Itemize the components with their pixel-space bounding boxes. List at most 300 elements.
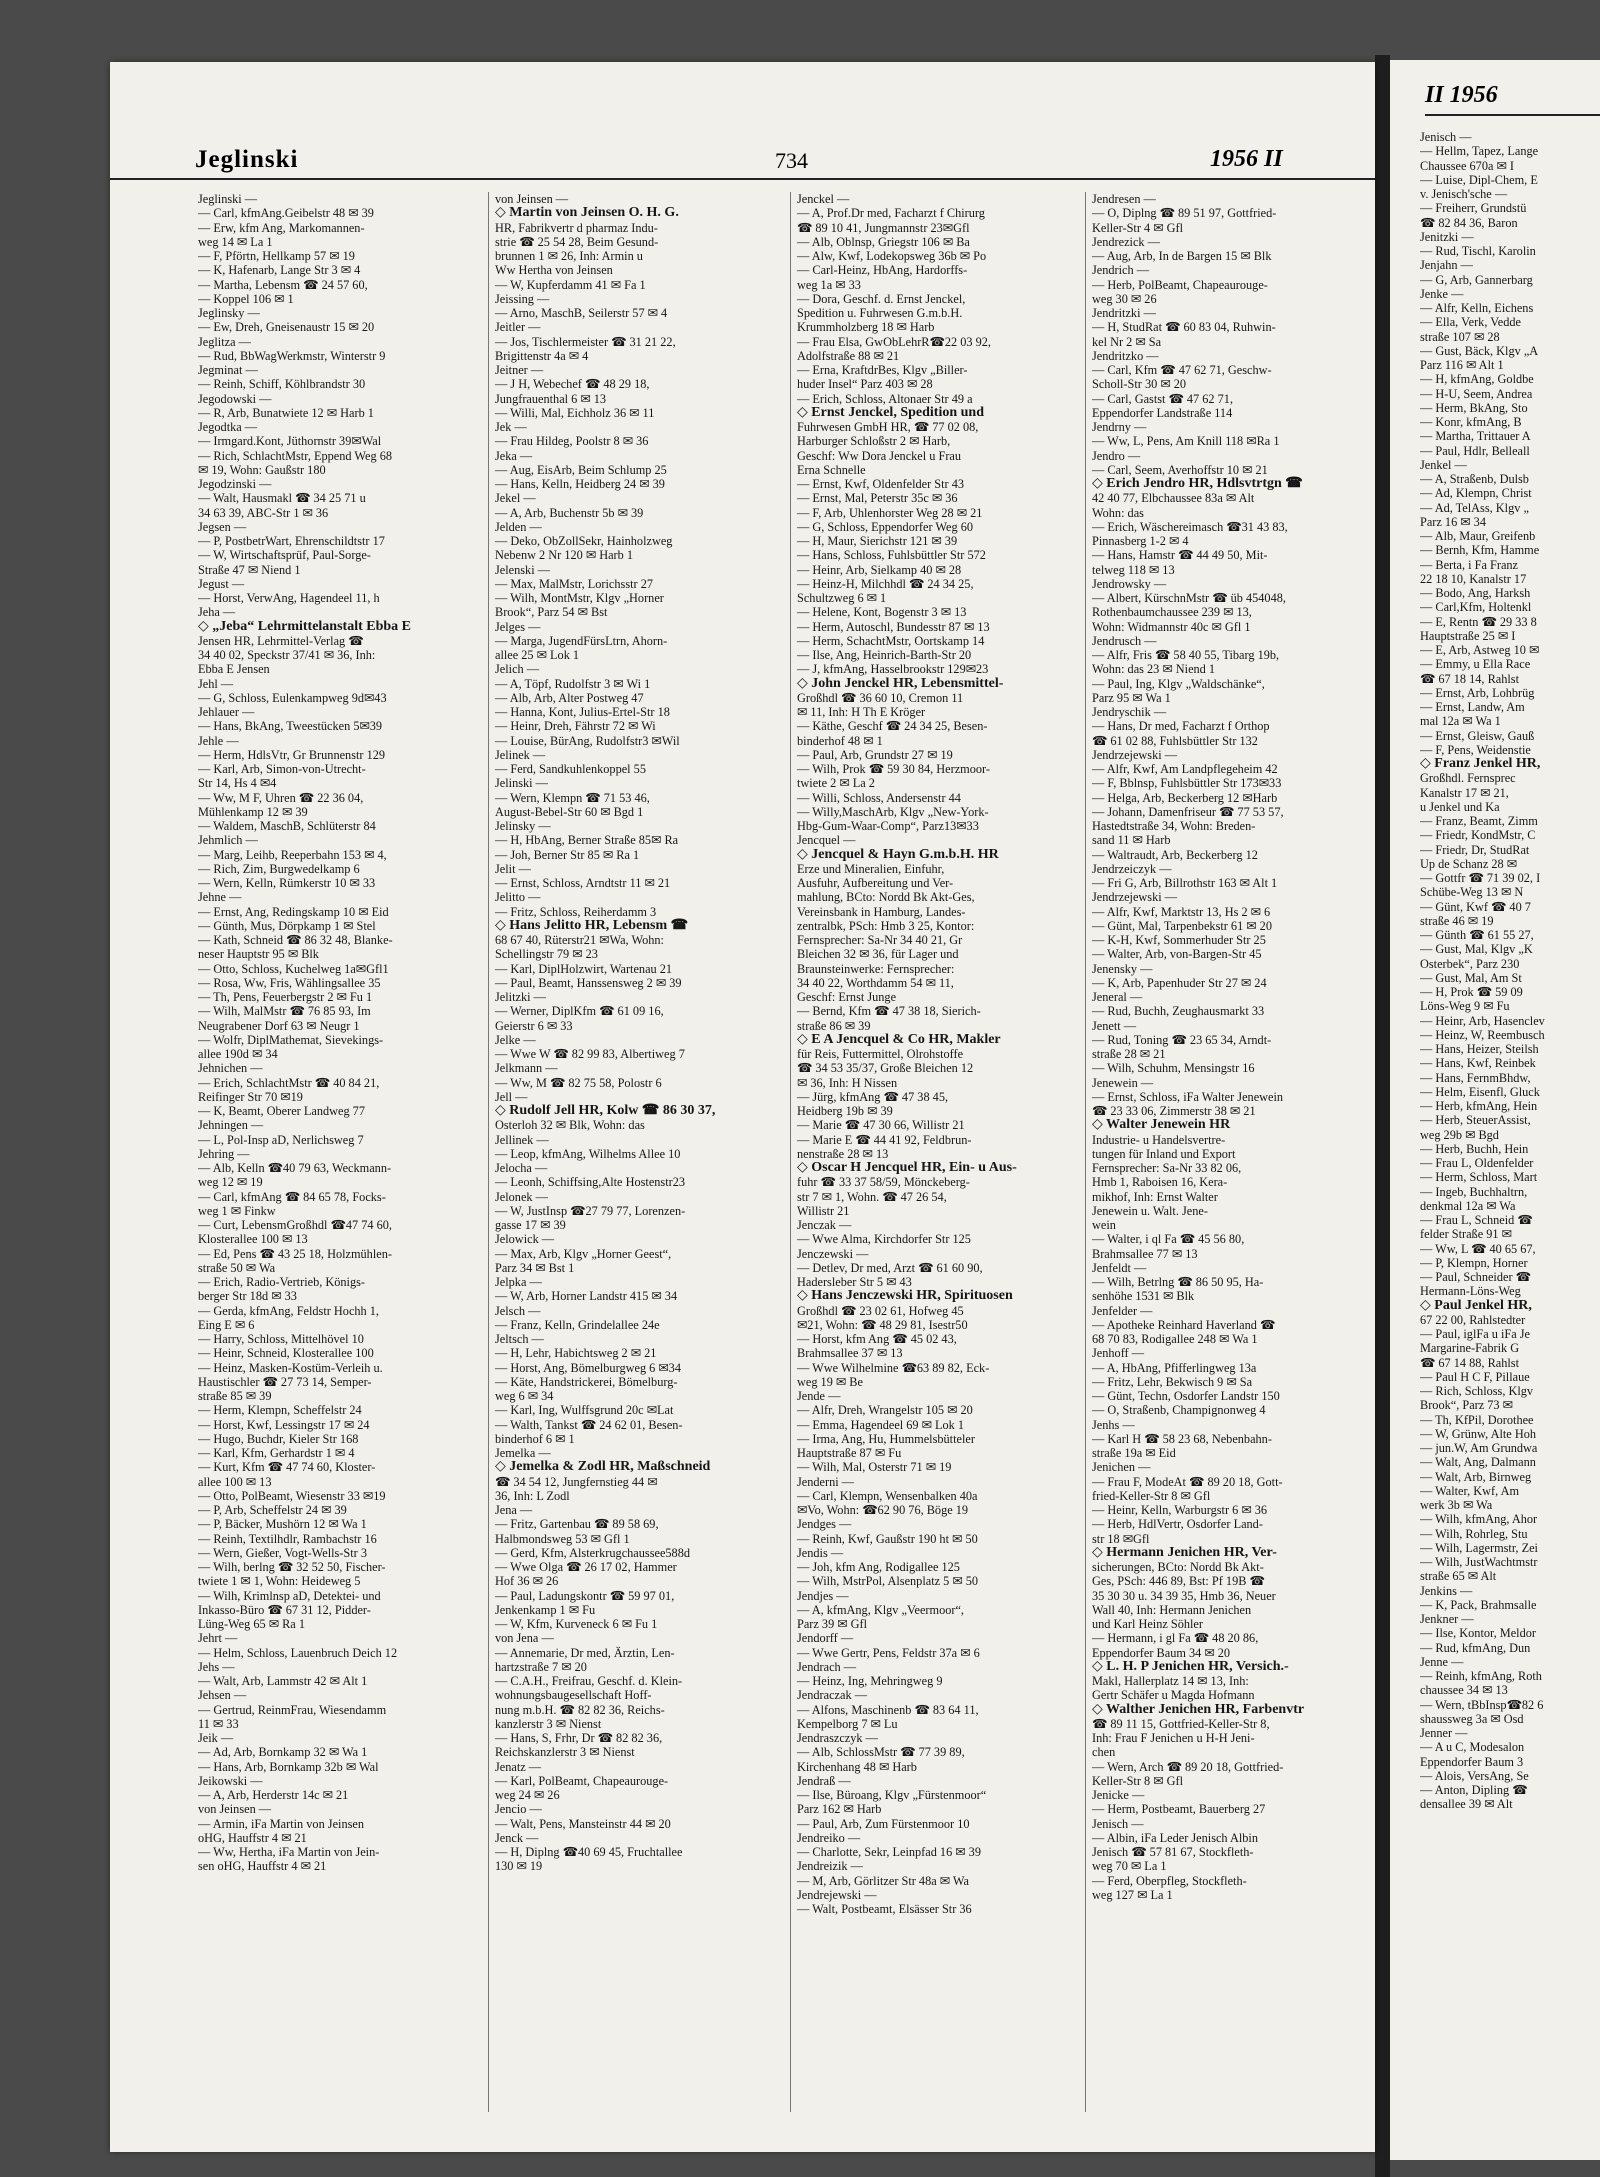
directory-entry-line: — Herm, Postbeamt, Bauerberg 27 [1092, 1802, 1266, 1817]
directory-entry-line: — Wilh, MontMstr, Klgv „Horner [495, 591, 664, 605]
directory-entry-line: — Irmgard.Kont, Jüthornstr 39✉Wal [198, 434, 382, 449]
directory-entry-line: — Marg, Leihb, Reeperbahn 153 ✉ 4, [198, 847, 387, 862]
directory-entry-line: shaussweg 3a ✉ Osd [1420, 1711, 1524, 1726]
directory-entry-line: — W, JustInsp ☎27 79 77, Lorenzen- [495, 1203, 686, 1218]
directory-entry-line: binderhof 48 ✉ 1 [797, 733, 883, 748]
directory-entry-line: Parz 162 ✉ Harb [797, 1802, 882, 1817]
directory-entry-line: — Horst, kfm Ang ☎ 45 02 43, [797, 1332, 957, 1346]
directory-entry-line: — Ad, TelAss, Klgv „ [1420, 500, 1529, 515]
directory-entry-line: Scholl-Str 30 ✉ 20 [1092, 377, 1186, 392]
directory-entry-line: — Frau Elsa, GwObLehrR☎22 03 92, [797, 334, 991, 349]
directory-entry-line: Jendrusch — [1092, 633, 1157, 648]
directory-entry-line: — Wwe Olga ☎ 26 17 02, Hammer [495, 1560, 677, 1574]
directory-entry-line: Makl, Hallerplatz 14 ✉ 13, Inh: [1092, 1674, 1249, 1688]
directory-entry-line: — Johann, Damenfriseur ☎ 77 53 57, [1092, 804, 1284, 819]
directory-entry-line: Jendraczak — [797, 1688, 867, 1703]
directory-entry-line: — G, Schloss, Eulenkampweg 9d✉43 [198, 690, 387, 705]
directory-entry-line: — Horst, Kwf, Lessingstr 17 ✉ 24 [198, 1417, 370, 1432]
directory-entry-line: Jendrny — [1092, 420, 1147, 434]
adjacent-page-header: II 1956 [1425, 82, 1600, 116]
directory-entry-line: Jenhs — [1092, 1417, 1135, 1432]
directory-entry-line: Jendrich — [1092, 263, 1150, 278]
directory-entry-line: — Harry, Schloss, Mittelhövel 10 [198, 1332, 364, 1346]
directory-entry-line: — A, Straßenb, Dulsb [1420, 472, 1529, 486]
directory-entry-line: str 18 ✉Gfl [1092, 1531, 1150, 1546]
directory-entry-line: Jungfrauenthal 6 ✉ 13 [495, 391, 607, 406]
directory-entry-line: Jendraszczyk — [797, 1731, 878, 1745]
directory-entry-line: — Wilh, MstrPol, Alsenplatz 5 ✉ 50 [797, 1574, 979, 1589]
directory-entry-line: — Günth, Mus, Dörpkamp 1 ✉ Stel [198, 918, 376, 933]
directory-entry-line: Jencquel — [797, 833, 856, 848]
directory-entry-line: weg 1 ✉ Finkw [198, 1203, 276, 1218]
directory-entry-line: Keller-Str 4 ✉ Gfl [1092, 220, 1183, 235]
directory-entry-line: Hermann-Löns-Weg [1420, 1284, 1521, 1299]
directory-entry-line: — Gerd, Kfm, Alsterkrugchaussee588d [495, 1545, 690, 1560]
directory-entry-line: ☎ 67 18 14, Rahlst [1420, 671, 1520, 686]
directory-entry-line: u Jenkel und Ka [1420, 799, 1500, 814]
directory-entry-line: — E, Rentn ☎ 29 33 8 [1420, 614, 1537, 629]
directory-entry-line: Jeitler — [495, 320, 541, 335]
directory-entry-line: brunnen 1 ✉ 26, Inh: Armin u [495, 249, 643, 263]
directory-entry-line: — Hans, Heizer, Steilsh [1420, 1042, 1539, 1056]
directory-entry-line: — Wwe Alma, Kirchdorfer Str 125 [797, 1232, 971, 1247]
directory-entry-line: — Herb, PolBeamt, Chapeaurouge- [1092, 277, 1268, 292]
directory-entry-line: ☎ 61 02 88, Fuhlsbüttler Str 132 [1092, 733, 1258, 748]
directory-entry-line: — Hugo, Buchdr, Kieler Str 168 [198, 1431, 359, 1446]
directory-entry-line: ◇ Ernst Jenckel, Spedition und [797, 404, 984, 420]
directory-entry-line: Jenkenkamp 1 ✉ Fu [495, 1602, 596, 1617]
directory-entry-line: — Max, MalMstr, Lorichsstr 27 [495, 576, 653, 591]
directory-entry-line: Großhdl. Fernsprec [1420, 771, 1516, 786]
directory-entry-line: Löns-Weg 9 ✉ Fu [1420, 999, 1510, 1014]
directory-entry-line: Jenkel — [1420, 457, 1467, 472]
directory-entry-line: Jenatz — [495, 1759, 542, 1774]
directory-entry-line: — Willi, Mal, Eichholz 36 ✉ 11 [495, 405, 655, 420]
directory-entry-line: ◇ Hermann Jenichen HR, Ver- [1092, 1544, 1277, 1560]
directory-entry-line: Jehsen — [198, 1688, 247, 1703]
directory-entry-line: — Walth, Tankst ☎ 24 62 01, Besen- [495, 1417, 683, 1432]
directory-entry-line: Schellingstr 79 ✉ 23 [495, 947, 598, 962]
directory-entry-line: ☎ 82 84 36, Baron [1420, 215, 1518, 230]
directory-entry-line: — Bodo, Ang, Harksh [1420, 586, 1531, 600]
directory-entry-line: 34 40 22, Worthdamm 54 ✉ 11, [797, 975, 954, 990]
directory-entry-line: Jenisch — [1420, 130, 1472, 144]
directory-entry-line: — L, Pol-Insp aD, Nerlichsweg 7 [198, 1132, 364, 1147]
directory-entry-line: — Hans, Arb, Bornkamp 32b ✉ Wal [198, 1759, 379, 1774]
directory-entry-line: — Paul, Ing, Klgv „Waldschänke“, [1092, 676, 1265, 691]
directory-entry-line: Reifinger Str 70 ✉19 [198, 1089, 303, 1104]
directory-entry-line: Jehmlich — [198, 833, 258, 848]
directory-entry-line: — Ww, L ☎ 40 65 67, [1420, 1241, 1536, 1256]
directory-entry-line: — Franz, Beamt, Zimm [1420, 814, 1538, 828]
directory-entry-line: str 7 ✉ 1, Wohn. ☎ 47 26 54, [797, 1189, 947, 1204]
directory-entry-line: Parz 39 ✉ Gfl [797, 1617, 868, 1631]
directory-entry-line: Jendreiko — [797, 1830, 861, 1845]
directory-entry-line: — Wilh, Krimlnsp aD, Detektei- und [198, 1588, 381, 1603]
directory-entry-line: — Rich, Schloss, Klgv [1420, 1384, 1534, 1398]
directory-entry-line: Hauptstraße 25 ✉ I [1420, 628, 1516, 643]
directory-entry-line: — Paul, Schneider ☎ [1420, 1270, 1531, 1284]
directory-entry-line: Jelinsky — [495, 819, 551, 833]
directory-entry-line: — Günt, Mal, Tarpenbekstr 61 ✉ 20 [1092, 918, 1272, 933]
directory-entry-line: twiete 2 ✉ La 2 [797, 776, 875, 791]
directory-entry-line: — Curt, LebensmGroßhdl ☎47 74 60, [198, 1218, 392, 1232]
directory-entry-line: Geschf: Ww Dora Jenckel u Frau [797, 448, 962, 463]
directory-entry-line: Halbmondsweg 53 ✉ Gfl 1 [495, 1531, 630, 1546]
directory-entry-line: — Ernst, Mal, Peterstr 35c ✉ 36 [797, 491, 958, 506]
directory-entry-line: Jelke — [495, 1032, 536, 1047]
directory-entry-line: 36, Inh: L Zodl [495, 1488, 570, 1503]
directory-entry-line: straße 86 ✉ 39 [797, 1018, 871, 1033]
directory-entry-line: — Gust, Mal, Am St [1420, 970, 1522, 985]
directory-entry-line: allee 190d ✉ 34 [198, 1047, 278, 1061]
directory-entry-line: — Jos, Tischlermeister ☎ 31 21 22, [495, 334, 676, 349]
directory-entry-line: — Frau L, Oldenfelder [1420, 1156, 1534, 1170]
directory-entry-line: — Charlotte, Sekr, Leinpfad 16 ✉ 39 [797, 1845, 981, 1859]
directory-entry-line: Jeissing — [495, 291, 550, 306]
directory-entry-line: ◇ Hans Jelitto HR, Lebensm ☎ [495, 917, 689, 933]
directory-entry-line: — K, Pack, Brahmsalle [1420, 1597, 1537, 1612]
directory-entry-line: ◇ „Jeba“ Lehrmittelanstalt Ebba E [198, 618, 411, 634]
directory-entry-line: — Alfr, Dreh, Wrangelstr 105 ✉ 20 [797, 1403, 973, 1418]
directory-entry-line: — Alfr, Fris ☎ 58 40 55, Tibarg 19b, [1092, 648, 1280, 662]
directory-entry-line: — Helga, Arb, Beckerberg 12 ✉Harb [1092, 790, 1278, 805]
directory-entry-line: — Annemarie, Dr med, Ärztin, Len- [495, 1645, 675, 1660]
page-header [110, 144, 1375, 180]
directory-entry-line: Jelinek — [495, 747, 546, 762]
directory-entry-line: Jehring — [198, 1146, 250, 1161]
directory-entry-line: — Hans, Dr med, Facharzt f Orthop [1092, 719, 1270, 734]
directory-entry-line: Pinnasberg 1-2 ✉ 4 [1092, 534, 1189, 548]
directory-entry-line: — Ilse, Kontor, Meldor [1420, 1626, 1536, 1641]
directory-entry-line: Wohn: das 23 ✉ Niend 1 [1092, 662, 1216, 677]
directory-entry-line: Jehne — [198, 890, 242, 905]
directory-entry-line: — Hans, S, Frhr, Dr ☎ 82 82 36, [495, 1731, 663, 1745]
directory-entry-line: Erna Schnelle [797, 462, 866, 477]
directory-entry-line: Jenner — [1420, 1726, 1468, 1740]
directory-entry-line: Jendorff — [797, 1631, 854, 1646]
directory-entry-line: — Wilh, Lagermstr, Zei [1420, 1540, 1538, 1555]
directory-entry-line: nenstraße 28 ✉ 13 [797, 1146, 889, 1161]
directory-entry-line: — Frau L, Schneid ☎ [1420, 1213, 1533, 1227]
directory-entry-line: Ausfuhr, Aufbereitung und Ver- [797, 876, 954, 890]
directory-entry-line: — Ilse, Ang, Heinrich-Barth-Str 20 [797, 648, 972, 662]
directory-entry-line: — Paul, Arb, Zum Fürstenmoor 10 [797, 1816, 970, 1831]
directory-entry-line: Jeglinski — [198, 192, 258, 206]
directory-entry-line: Fuhrwesen GmbH HR, ☎ 77 02 08, [797, 420, 979, 434]
directory-entry-line: Vereinsbank in Hamburg, Landes- [797, 904, 966, 919]
directory-entry-line: — Detlev, Dr med, Arzt ☎ 61 60 90, [797, 1260, 983, 1275]
directory-entry-line: — Ingeb, Buchhaltrn, [1420, 1184, 1528, 1199]
directory-entry-line: Harburger Schloßstr 2 ✉ Harb, [797, 434, 951, 449]
directory-entry-line: allee 100 ✉ 13 [198, 1474, 272, 1489]
directory-entry-line: — Erich, Radio-Vertrieb, Königs- [198, 1275, 365, 1289]
directory-entry-line: weg 19 ✉ Be [797, 1374, 863, 1389]
directory-entry-line: ☎ 34 54 12, Jungfernstieg 44 ✉ [495, 1474, 658, 1489]
directory-entry-line: — Ilse, Büroang, Klgv „Fürstenmoor“ [797, 1788, 987, 1802]
directory-entry-line: — Carl,Kfm, Holtenkl [1420, 600, 1532, 615]
directory-entry-line: — Friedr, KondMstr, C [1420, 828, 1536, 843]
directory-entry-line: Jell — [495, 1089, 528, 1104]
directory-entry-line: — Ww, Hertha, iFa Martin von Jein- [198, 1845, 380, 1859]
directory-entry-line: — Walt, Arb, Lammstr 42 ✉ Alt 1 [198, 1674, 368, 1688]
directory-entry-line: — Erich, Wäschereimasch ☎31 43 83, [1092, 519, 1288, 534]
directory-entry-line: — Helm, Eisenfl, Gluck [1420, 1084, 1540, 1099]
directory-entry-line: binderhof 6 ✉ 1 [495, 1431, 575, 1446]
directory-entry-line: Jenisch ☎ 57 81 67, Stockfleth- [1092, 1845, 1254, 1859]
directory-entry-line: — Erich, SchlachtMstr ☎ 40 84 21, [198, 1075, 380, 1090]
directory-entry-line: Jehrt — [198, 1631, 238, 1646]
directory-entry-line: Reichskanzlerstr 3 ✉ Nienst [495, 1745, 635, 1760]
directory-entry-line: Keller-Str 8 ✉ Gfl [1092, 1773, 1183, 1788]
directory-entry-line: weg 24 ✉ 26 [495, 1788, 560, 1802]
directory-entry-line: — Rosa, Ww, Fris, Wählingsallee 35 [198, 975, 381, 990]
directory-entry-line: — Willi, Schloss, Andersenstr 44 [797, 790, 961, 805]
directory-entry-line: Kempelborg 7 ✉ Lu [797, 1716, 898, 1731]
directory-entry-line: — Gust, Bäck, Klgv „A [1420, 343, 1539, 358]
directory-entry-line: — Aug, Arb, In de Bargen 15 ✉ Blk [1092, 249, 1272, 263]
directory-entry-line: Jenck — [495, 1830, 539, 1845]
directory-entry-line: — Wilh, Betrlng ☎ 86 50 95, Ha- [1092, 1275, 1264, 1289]
directory-page [110, 62, 1375, 2152]
directory-entry-line: Jenjahn — [1420, 258, 1473, 273]
directory-entry-line: Jenfelder — [1092, 1303, 1153, 1318]
directory-entry-line: Jelkmann — [495, 1061, 558, 1076]
directory-entry-line: — H, StudRat ☎ 60 83 04, Ruhwin- [1092, 320, 1276, 335]
directory-entry-line: — Wwe Wilhelmine ☎63 89 82, Eck- [797, 1360, 990, 1375]
directory-entry-line: Jelowick — [495, 1232, 555, 1247]
directory-entry-line: — Günth ☎ 61 55 27, [1420, 928, 1534, 942]
directory-entry-line: — Fritz, Schloss, Reiherdamm 3 [495, 904, 657, 919]
directory-entry-line: Jenensky — [1092, 961, 1153, 976]
directory-entry-line: — A, kfmAng, Klgv „Veermoor“, [797, 1602, 964, 1617]
directory-entry-line: Jelocha — [495, 1161, 548, 1175]
directory-entry-line: — Reinh, Kwf, Gaußstr 190 ht ✉ 50 [797, 1531, 978, 1546]
directory-entry-line: straße 65 ✉ Alt [1420, 1569, 1497, 1584]
directory-entry-line: — R, Arb, Bunatwiete 12 ✉ Harb 1 [198, 405, 374, 420]
directory-entry-line: — Wilh, Prok ☎ 59 30 84, Herzmoor- [797, 762, 990, 776]
directory-entry-line: straße 107 ✉ 28 [1420, 329, 1500, 344]
directory-entry-line: Jenne — [1420, 1654, 1464, 1669]
directory-entry-line: — Carl, Klempn, Wensenbalken 40a [797, 1488, 978, 1503]
directory-entry-line: Eppendorfer Baum 34 ✉ 20 [1092, 1645, 1231, 1660]
directory-entry-line: — Horst, VerwAng, Hagendeel 11, h [198, 591, 380, 605]
directory-entry-line: — Ew, Dreh, Gneisenaustr 15 ✉ 20 [198, 320, 375, 335]
directory-entry-line: Braunsteinwerke: Fernsprecher: [797, 961, 955, 976]
directory-entry-line: Jehningen — [198, 1118, 264, 1133]
directory-entry-line: Jegodowski — [198, 391, 272, 406]
directory-entry-line: Jehle — [198, 733, 239, 748]
directory-entry-line: fried-Keller-Str 8 ✉ Gfl [1092, 1488, 1211, 1503]
directory-entry-line: — Albert, KürschnMstr ☎ üb 454048, [1092, 591, 1286, 605]
directory-entry-line: Jegodzinski — [198, 477, 272, 491]
directory-entry-line: — Ferd, Sandkuhlenkoppel 55 [495, 762, 646, 776]
directory-entry-line: — Ad, Arb, Bornkamp 32 ✉ Wa 1 [198, 1745, 368, 1760]
running-head-name: Jeglinski [195, 146, 299, 173]
directory-entry-line: — Alfr, Kelln, Eichens [1420, 301, 1534, 315]
directory-entry-line: — Herm, BkAng, Sto [1420, 400, 1528, 415]
directory-entry-line: Spedition u. Fuhrwesen G.m.b.H. [797, 306, 963, 320]
directory-entry-line: — Otto, Schloss, Kuchelweg 1a✉Gfl1 [198, 961, 389, 976]
directory-entry-line: Brigittenstr 4a ✉ 4 [495, 348, 589, 363]
directory-entry-line: — E, Arb, Astweg 10 ✉ [1420, 643, 1540, 657]
directory-entry-line: Jenczak — [797, 1218, 852, 1232]
directory-entry-line: Lüng-Weg 65 ✉ Ra 1 [198, 1617, 305, 1631]
directory-entry-line: — Herb, kfmAng, Hein [1420, 1099, 1538, 1113]
directory-entry-line: 67 22 00, Rahlstedter [1420, 1312, 1526, 1327]
directory-entry-line: weg 6 ✉ 34 [495, 1389, 554, 1403]
directory-entry-line: — Fritz, Lehr, Bekwisch 9 ✉ Sa [1092, 1374, 1253, 1389]
directory-entry-line: Jendis — [797, 1545, 844, 1560]
directory-entry-line: — Joh, kfm Ang, Rodigallee 125 [797, 1560, 960, 1574]
directory-entry-line: Brook“, Parz 54 ✉ Bst [495, 605, 608, 620]
directory-entry-line: Jenisch — [1092, 1816, 1144, 1831]
directory-entry-line: — Heinz, Masken-Kostüm-Verleih u. [198, 1360, 383, 1375]
directory-entry-line: ◇ Walter Jenewein HR [1092, 1117, 1231, 1133]
directory-entry-line: — A, Arb, Buchenstr 5b ✉ 39 [495, 505, 644, 520]
directory-entry-line: Jendresen — [1092, 192, 1156, 206]
directory-entry-line: — Rud, BbWagWerkmstr, Winterstr 9 [198, 348, 386, 363]
directory-entry-line: — Freiherr, Grundstü [1420, 201, 1527, 216]
directory-entry-line: — H, Lehr, Habichtsweg 2 ✉ 21 [495, 1346, 657, 1361]
directory-entry-line: — Otto, PolBeamt, Wiesenstr 33 ✉19 [198, 1488, 386, 1503]
directory-entry-line: ◇ Martin von Jeinsen O. H. G. [495, 205, 679, 221]
directory-entry-line: — G, Schloss, Eppendorfer Weg 60 [797, 519, 974, 534]
directory-entry-line: — Wilh, Schuhm, Mensingstr 16 [1092, 1061, 1255, 1076]
directory-entry-line: Jende — [797, 1389, 841, 1403]
directory-entry-line: — Heinz, W, Reembusch [1420, 1027, 1545, 1042]
directory-entry-line: weg 29b ✉ Bgd [1420, 1127, 1499, 1142]
directory-entry-line: 68 70 83, Rodigallee 248 ✉ Wa 1 [1092, 1332, 1258, 1346]
directory-entry-line: — F, Arb, Uhlenhorster Weg 28 ✉ 21 [797, 505, 983, 520]
directory-entry-line: — Reinh, Schiff, Köhlbrandstr 30 [198, 377, 366, 392]
directory-entry-line: Hadersleber Str 5 ✉ 43 [797, 1275, 912, 1289]
directory-entry-line: oHG, Hauffstr 4 ✉ 21 [198, 1830, 307, 1845]
directory-entry-line: Ges, PSch: 446 89, Bst: Pf 19B ☎ [1092, 1574, 1265, 1589]
directory-entry-line: — Rich, Zim, Burgwedelkamp 6 [198, 861, 360, 876]
directory-entry-line: Brook“, Parz 73 ✉ [1420, 1398, 1513, 1413]
directory-entry-line: — H-U, Seem, Andrea [1420, 386, 1533, 401]
directory-entry-line: Jenkner — [1420, 1612, 1474, 1626]
directory-entry-line: — Alb, SchlossMstr ☎ 77 39 89, [797, 1745, 965, 1760]
directory-entry-line: Parz 116 ✉ Alt 1 [1420, 358, 1504, 372]
directory-entry-line: — Günt, Kwf ☎ 40 7 [1420, 899, 1531, 914]
entry-column-4 [1085, 192, 1372, 2112]
directory-entry-line: — Karl, Ing, Wulffsgrund 20c ✉Lat [495, 1403, 674, 1418]
directory-entry-line: — Albin, iFa Leder Jenisch Albin [1092, 1830, 1258, 1845]
directory-entry-line: — Anton, Dipling ☎ [1420, 1783, 1528, 1797]
directory-entry-line: Neugrabener Dorf 63 ✉ Neugr 1 [198, 1018, 360, 1033]
entry-column-3 [790, 192, 1077, 2112]
directory-entry-line: — W, Arb, Horner Landstr 415 ✉ 34 [495, 1289, 678, 1304]
entry-column-1 [198, 192, 473, 2112]
directory-entry-line: Eppendorfer Landstraße 114 [1092, 405, 1233, 420]
directory-entry-line: ◇ Rudolf Jell HR, Kolw ☎ 86 30 37, [495, 1103, 716, 1118]
directory-entry-line: Großhdl ☎ 23 02 61, Hofweg 45 [797, 1303, 964, 1318]
directory-entry-line: — Frau Hildeg, Poolstr 8 ✉ 36 [495, 434, 649, 449]
directory-entry-line: Jehs — [198, 1659, 235, 1674]
directory-entry-line: ☎ 89 11 15, Gottfried-Keller-Str 8, [1092, 1716, 1270, 1731]
directory-entry-line: Jenkins — [1420, 1583, 1473, 1598]
directory-entry-line: — Ernst, Schloss, Arndtstr 11 ✉ 21 [495, 876, 671, 890]
directory-entry-line: Heidberg 19b ✉ 39 [797, 1104, 893, 1118]
directory-entry-line: — Käte, Handstrickerei, Bömelburg- [495, 1374, 678, 1389]
directory-entry-line: — Martha, Trittauer A [1420, 429, 1531, 444]
directory-entry-line: — H, Diplng ☎40 69 45, Fruchtallee [495, 1845, 683, 1859]
directory-entry-line: Jenke — [1420, 286, 1464, 301]
directory-entry-line: werk 3b ✉ Wa [1420, 1498, 1493, 1512]
directory-entry-line: — Deko, ObZollSekr, Hainholzweg [495, 534, 673, 548]
directory-entry-line: — Ferd, Oberpfleg, Stockfleth- [1092, 1873, 1247, 1888]
directory-entry-line: — Carl, kfmAng.Geibelstr 48 ✉ 39 [198, 206, 374, 221]
directory-entry-line: — Hans, FernmBhdw, [1420, 1070, 1531, 1085]
directory-entry-line: — Paul, iglFa u iFa Je [1420, 1327, 1530, 1341]
directory-entry-line: Jendritzko — [1092, 348, 1159, 363]
directory-entry-line: Jendrejewski — [797, 1887, 877, 1902]
directory-entry-line: Kanalstr 17 ✉ 21, [1420, 785, 1509, 800]
directory-entry-line: — Kurt, Kfm ☎ 47 74 60, Kloster- [198, 1460, 376, 1475]
directory-entry-line: — Erich, Schloss, Altonaer Str 49 a [797, 391, 973, 406]
directory-entry-line: — Hanna, Kont, Julius-Ertel-Str 18 [495, 705, 670, 719]
directory-entry-line: Rothenbaumchaussee 239 ✉ 13, [1092, 605, 1252, 620]
directory-entry-line: Jellinek — [495, 1132, 549, 1147]
directory-entry-line: — Rud, Tischl, Karolin [1420, 244, 1536, 258]
directory-entry-line: — W, Kupferdamm 41 ✉ Fa 1 [495, 277, 646, 292]
directory-entry-line: Jelitto — [495, 890, 541, 905]
directory-entry-line: — Gertrud, ReinmFrau, Wiesendamm [198, 1702, 387, 1717]
directory-entry-line: — Dora, Geschf. d. Ernst Jenckel, [797, 291, 966, 306]
directory-entry-line: Jenett — [1092, 1018, 1137, 1033]
directory-entry-line: Hmb 1, Raboisen 16, Kera- [1092, 1175, 1228, 1190]
directory-entry-line: — Herb, Buchh, Hein [1420, 1141, 1529, 1156]
directory-entry-line: Margarine-Fabrik G [1420, 1341, 1520, 1356]
directory-entry-line: Straße 47 ✉ Niend 1 [198, 562, 301, 577]
directory-entry-line: — H, Maur, Sierichstr 121 ✉ 39 [797, 534, 958, 548]
directory-entry-line: — Koppel 106 ✉ 1 [198, 291, 294, 306]
directory-entry-line: August-Bebel-Str 60 ✉ Bgd 1 [495, 804, 644, 819]
directory-entry-line: 34 63 39, ABC-Str 1 ✉ 36 [198, 505, 329, 520]
directory-entry-line: — Alb, Maur, Greifenb [1420, 529, 1536, 543]
directory-entry-line: — Emma, Hagendeel 69 ✉ Lok 1 [797, 1417, 965, 1432]
directory-entry-line: densallee 39 ✉ Alt [1420, 1797, 1513, 1812]
directory-entry-line: — Wern, Gießer, Vogt-Wells-Str 3 [198, 1545, 367, 1560]
directory-entry-line: — F, Bblnsp, Fuhlsbüttler Str 173✉33 [1092, 776, 1282, 791]
directory-entry-line: Parz 34 ✉ Bst 1 [495, 1260, 575, 1275]
directory-entry-line: ◇ L. H. P Jenichen HR, Versich.- [1092, 1658, 1289, 1674]
directory-entry-line: — A u C, Modesalon [1420, 1740, 1525, 1755]
directory-entry-line: Schultzweg 6 ✉ 1 [797, 591, 887, 605]
directory-entry-line: ◇ Erich Jendro HR, Hdlsvtrtgn ☎ [1092, 476, 1303, 491]
directory-entry-line: — Herm, Klempn, Scheffelstr 24 [198, 1403, 362, 1418]
directory-entry-line: neser Hauptstr 95 ✉ Blk [198, 947, 319, 962]
directory-entry-line: ✉ 36, Inh: H Nissen [797, 1075, 898, 1090]
directory-entry-line: — Paul, Arb, Grundstr 27 ✉ 19 [797, 747, 953, 762]
directory-entry-line: weg 30 ✉ 26 [1092, 291, 1157, 306]
directory-entry-line: Jendryschik — [1092, 705, 1167, 719]
directory-entry-line: HR, Fabrikvertr d pharmaz Indu- [495, 220, 658, 235]
directory-entry-line: Jenewein u. Walt. Jene- [1092, 1203, 1208, 1218]
directory-entry-line: Jeka — [495, 448, 533, 463]
directory-entry-line: nung m.b.H. ☎ 82 82 36, Reichs- [495, 1702, 665, 1717]
directory-entry-line: Klosterallee 100 ✉ 13 [198, 1232, 308, 1247]
edition-year: 1956 II [1210, 146, 1283, 172]
directory-entry-line: — Käthe, Geschf ☎ 24 34 25, Besen- [797, 719, 988, 734]
directory-entry-line: chaussee 34 ✉ 13 [1420, 1683, 1508, 1698]
directory-entry-line: Jehlauer — [198, 705, 255, 719]
directory-entry-line: — Th, KfPil, Dorothee [1420, 1412, 1534, 1427]
directory-entry-line: Jehnichen — [198, 1061, 263, 1076]
directory-entry-line: Osterbek“, Parz 230 [1420, 956, 1520, 971]
